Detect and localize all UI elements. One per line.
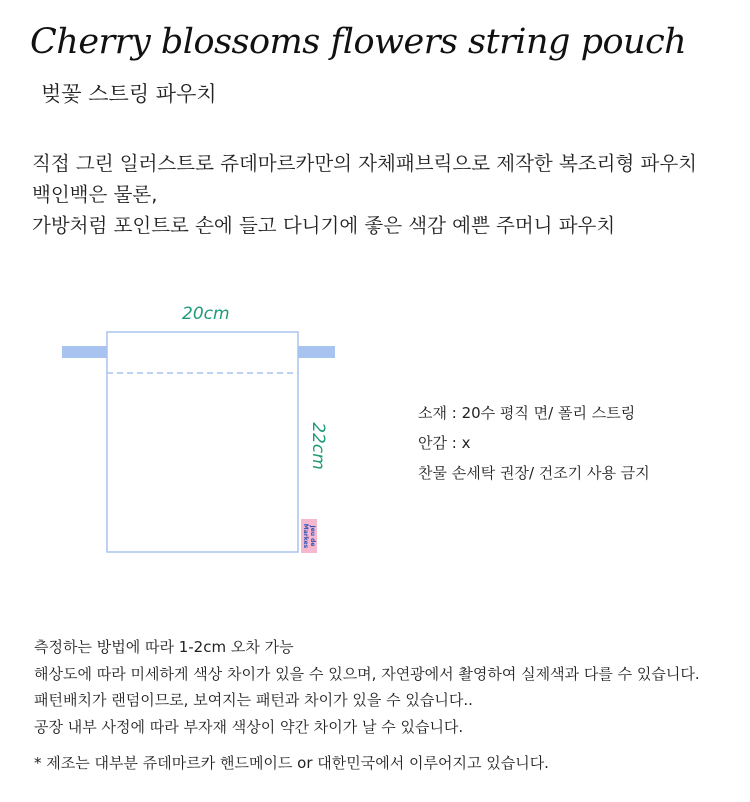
spec-lining: 안감 : x (418, 434, 471, 452)
notice-line: 패턴배치가 랜덤이므로, 보여지는 패턴과 차이가 있을 수 있습니다.. (34, 691, 473, 709)
product-description (32, 148, 697, 241)
description-line: 직접 그린 일러스트로 쥬데마르카만의 자체패브릭으로 제작한 복조리형 파우치 (32, 152, 698, 175)
spec-care: 찬물 손세탁 권장/ 건조기 사용 금지 (418, 464, 650, 482)
brand-label-text: Jeu de Markes (302, 523, 316, 549)
description-line: 가방처럼 포인트로 손에 들고 다니기에 좋은 색감 예쁜 주머니 파우치 (32, 214, 616, 237)
notice-line: 해상도에 따라 미세하게 색상 차이가 있을 수 있으며, 자연광에서 촬영하여 실제색과 다를 수 있습니다. (34, 664, 700, 683)
manufacturing-footnote: * 제조는 대부분 쥬데마르카 핸드메이드 or 대한민국에서 이루어지고 있습니다. (34, 754, 549, 772)
notice-line: 공장 내부 사정에 따라 부자재 색상이 약간 차이가 날 수 있습니다. (34, 717, 464, 736)
drawstring-right (298, 346, 335, 358)
pouch-outline (107, 332, 298, 552)
drawstring-left (62, 346, 107, 358)
spec-material: 소재 : 20수 평직 면/ 폴리 스트링 (418, 404, 636, 422)
notice-line: 측정하는 방법에 따라 1-2cm 오차 가능 (34, 638, 294, 656)
product-subtitle: 벚꽃 스트링 파우치 (41, 82, 217, 106)
product-title: Cherry blossoms flowers string pouch (30, 22, 687, 62)
width-dimension-label: 20cm (182, 304, 230, 324)
description-line: 백인백은 물론, (32, 183, 158, 206)
notice-list (34, 634, 700, 740)
brand-label-tag (301, 519, 317, 553)
product-specs (418, 398, 650, 488)
height-dimension-label: 22cm (308, 422, 328, 470)
